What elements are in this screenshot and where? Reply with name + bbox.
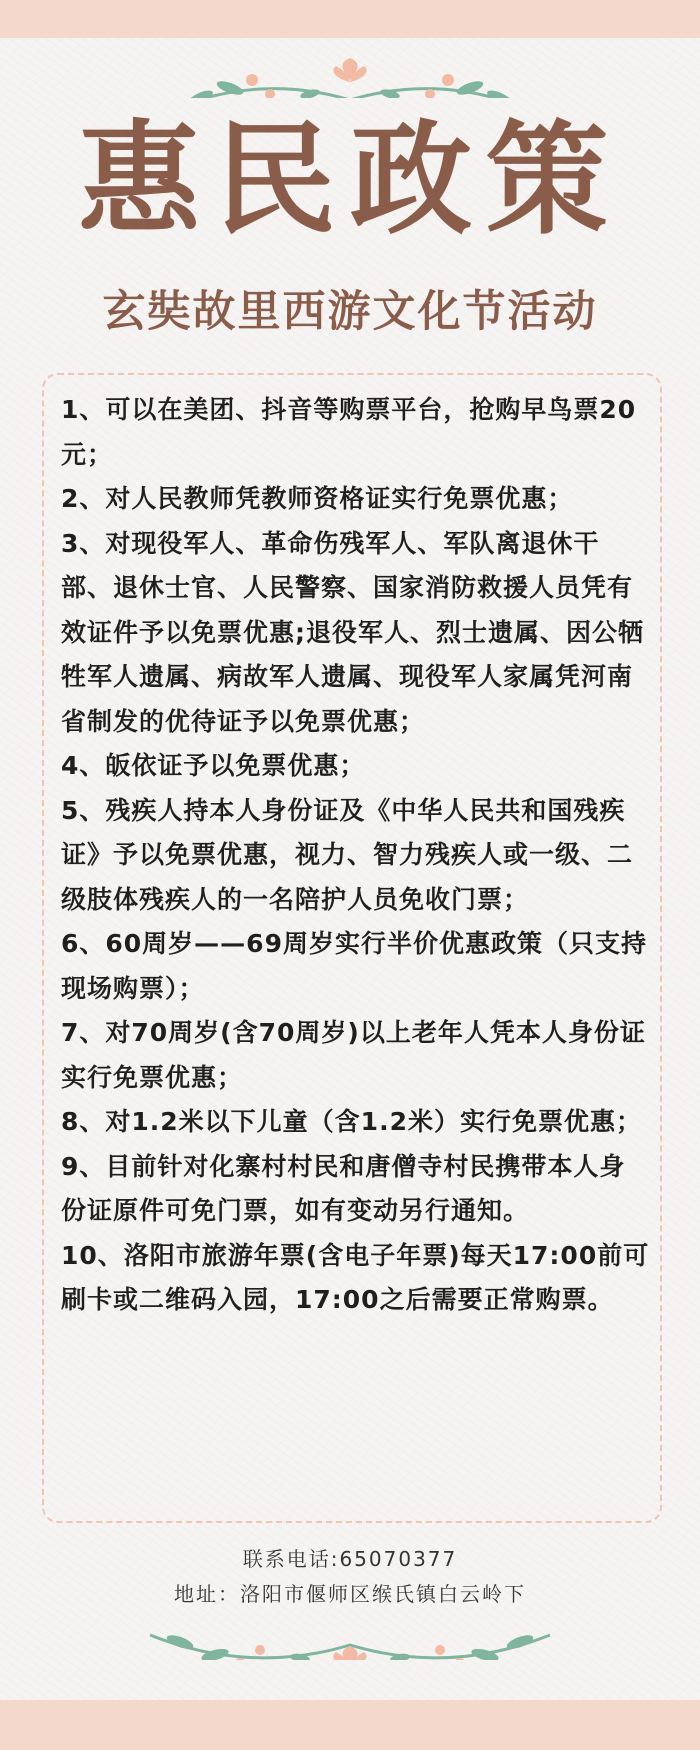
- contact-phone: 联系电话:65070377: [242, 1547, 458, 1571]
- policy-item: 10、洛阳市旅游年票(含电子年票)每天17:00前可刷卡或二维码入园，17:00之后需要正常购票。: [61, 1240, 650, 1314]
- policy-item: 6、60周岁——69周岁实行半价优惠政策（只支持现场购票）；: [61, 929, 647, 1003]
- policy-item: 9、目前针对化寨村村民和唐僧寺村民携带本人身份证原件可免门票，如有变动另行通知。: [61, 1151, 626, 1225]
- policy-item: 7、对70周岁(含70周岁)以上老年人凭本人身份证实行免票优惠；: [61, 1018, 646, 1092]
- page-subtitle: 玄奘故里西游文化节活动: [102, 287, 598, 337]
- bottom-band: [0, 1700, 700, 1750]
- policy-item: 3、对现役军人、革命伤残军人、军队离退休干部、退休士官、人民警察、国家消防救援人员凭有效证件予以免票优惠;退役军人、烈士遗属、因公牺牲军人遗属、病故军人遗属、现役军人家属凭河南省制发的优待证予以免票优惠；: [61, 528, 644, 736]
- policy-list: [44, 375, 651, 1323]
- policy-item: 2、对人民教师凭教师资格证实行免票优惠；: [61, 484, 574, 513]
- contact-address: 地址：洛阳市偃师区缑氏镇白云岭下: [174, 1582, 526, 1606]
- policy-item: 5、残疾人持本人身份证及《中华人民共和国残疾证》予以免票优惠，视力、智力残疾人或一级、二级肢体残疾人的一名陪护人员免收门票；: [61, 795, 634, 914]
- vine-ornament-icon: [0, 18, 700, 98]
- vine-ornament-icon: [0, 1580, 700, 1660]
- policy-item: 8、对1.2米以下儿童（含1.2米）实行免票优惠；: [61, 1107, 642, 1136]
- page-title: 惠民政策: [78, 109, 622, 251]
- policy-item: 1、可以在美团、抖音等购票平台，抢购早鸟票20元；: [61, 395, 637, 469]
- policy-panel: [42, 373, 662, 1523]
- policy-item: 4、皈依证予以免票优惠；: [61, 751, 366, 780]
